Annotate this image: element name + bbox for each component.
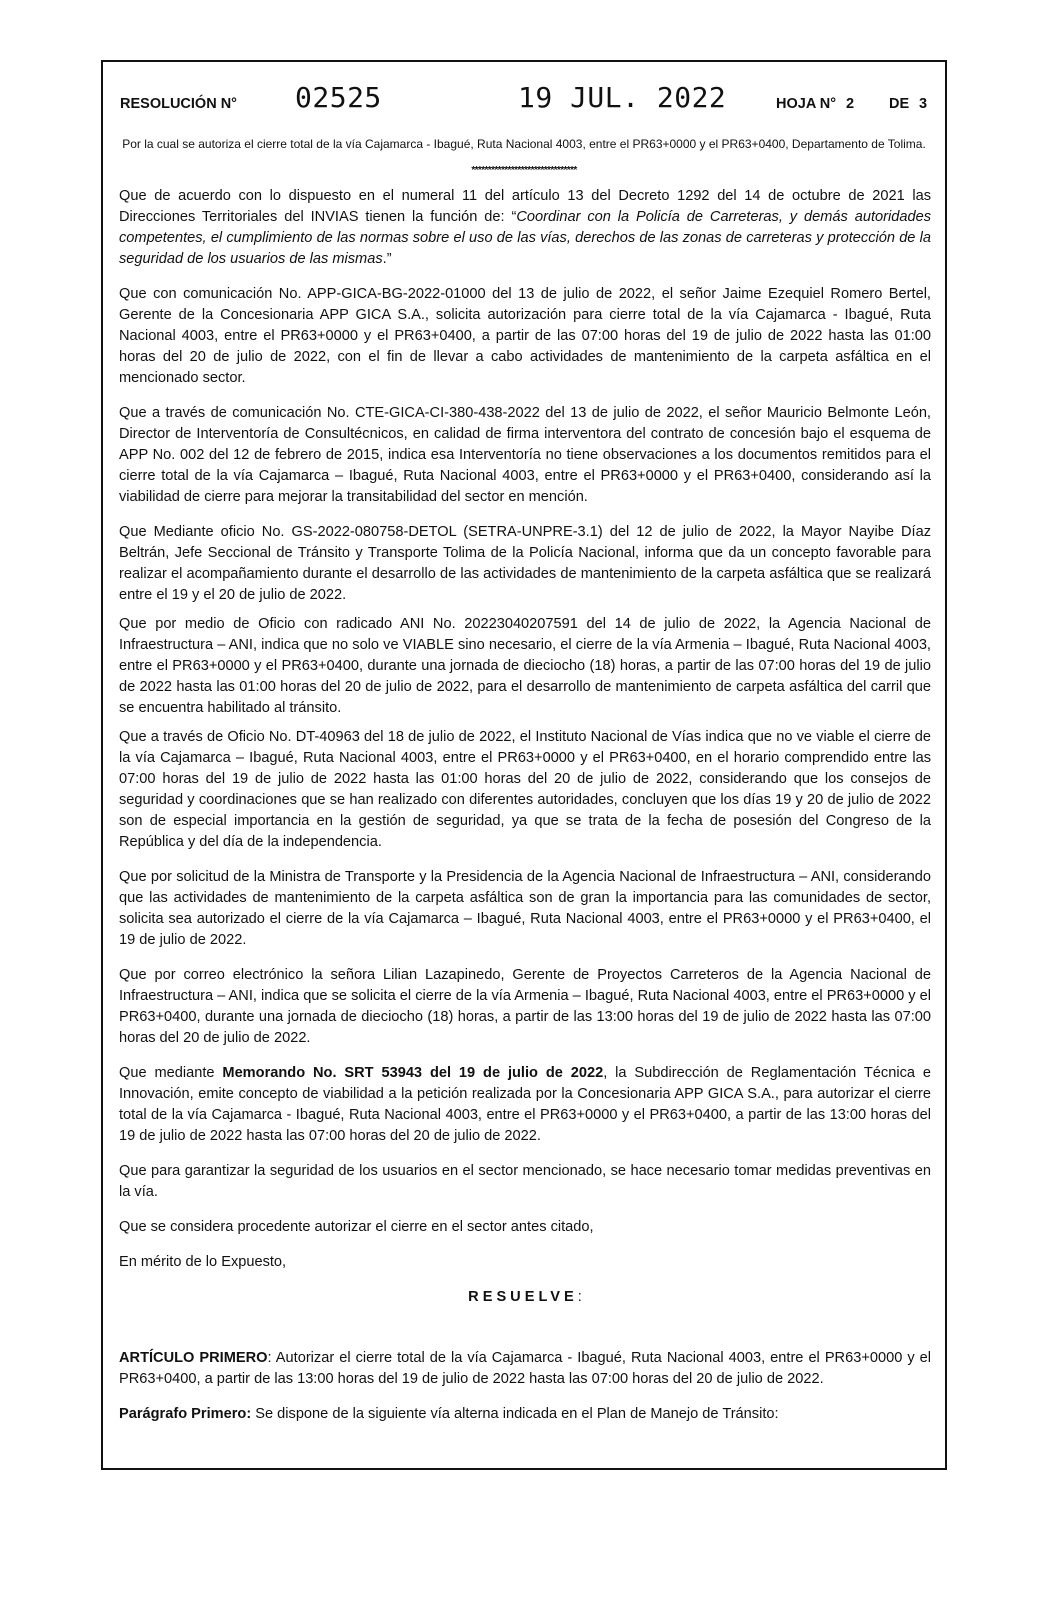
document-body [119,186,931,1439]
separator-line: ******************************** [471,165,577,176]
de-number: 3 [919,96,928,112]
resolution-subtitle: Por la cual se autoriza el cierre total de la vía Cajamarca - Ibagué, Ruta Nacional 4003, entre el PR63+0000 y el PR63+0400, Departamento de Tolima. [122,137,926,151]
paragraph-1-intro: Que de acuerdo con lo dispuesto en el numeral 11 del artículo 13 del Decreto 1292 del 14 de octubre de 2021 las Direcciones Territoriales del INVIAS tienen la función de: “ [119,188,931,225]
paragraph-6: Que a través de Oficio No. DT-40963 del 18 de julio de 2022, el Instituto Nacional de Vías indica que no ve viable el cierre de la vía Cajamarca – Ibagué, Ruta Nacional 4003, entre el PR63+0000 y el PR63+0400, en el horario comprendido entre las 07:00 horas del 19 de julio de 2022 hasta las 01:00 horas del 20 de julio de 2022, considerando que los consejos de seguridad y coordinaciones que se han realizado con diferentes autoridades, concluyen que los días 19 y 20 de julio de 2022 son de especial importancia en la gestión de seguridad, ya que se trata de la fecha de posesión del Congreso de la República y del día de la independencia. [119,729,931,850]
paragraph-9 [119,1063,931,1147]
resuelve-heading [119,1287,931,1308]
paragrafo-primero-label: Parágrafo Primero: [119,1406,252,1422]
resolucion-number: 02525 [295,81,382,114]
articulo-primero [119,1348,931,1390]
paragraph-11: Que se considera procedente autorizar el cierre en el sector antes citado, [119,1219,594,1235]
resolution-date: 19 JUL. 2022 [518,81,727,114]
paragraph-9-rest: , la Subdirección de Reglamentación Técnica e Innovación, emite concepto de viabilidad a la petición realizada por la Concesionaria APP GICA S.A., para autorizar el cierre total de la vía Cajamarca - Ibagué, Ruta Nacional 4003, entre el PR63+0000 y el PR63+0400, a partir de las 13:00 horas del 19 de julio de 2022 hasta las 07:00 horas del 20 de julio de 2022. [119,1065,932,1144]
paragraph-12: En mérito de lo Expuesto, [119,1254,287,1270]
paragraph-5: Que por medio de Oficio con radicado ANI No. 20223040207591 del 14 de julio de 2022, la Agencia Nacional de Infraestructura – ANI, indica que no solo ve VIABLE sino necesario, el cierre de la vía Armenia – Ibagué, Ruta Nacional 4003, entre el PR63+0000 y el PR63+0400, durante una jornada de dieciocho (18) horas, a partir de las 07:00 horas del 19 de julio de 2022 hasta las 01:00 horas del 20 de julio de 2022, para el desarrollo de mantenimiento de carpeta asfáltica del carril que se encuentra habilitado al tránsito. [119,616,931,716]
paragraph-10: Que para garantizar la seguridad de los usuarios en el sector mencionado, se hace necesario tomar medidas preventivas en la vía. [119,1163,931,1200]
paragraph-1-quote: Coordinar con la Policía de Carreteras, y demás autoridades competentes, el cumplimiento de las normas sobre el uso de las vías, derechos de las zonas de carreteras y protección de la seguridad de los usuarios de las mismas [119,209,931,267]
paragraph-9-intro: Que mediante [119,1065,223,1081]
hoja-label: HOJA N° [776,96,837,112]
resolution-header [120,81,928,121]
paragraph-4: Que Mediante oficio No. GS-2022-080758-DETOL (SETRA-UNPRE-3.1) del 12 de julio de 2022, la Mayor Nayibe Díaz Beltrán, Jefe Seccional de Tránsito y Transporte Tolima de la Policía Nacional, informa que da un concepto favorable para realizar el acompañamiento durante el desarrollo de las actividades de mantenimiento de la carpeta asfáltica que se realizará entre el 19 y el 20 de julio de 2022. [119,524,931,603]
hoja-number: 2 [846,96,855,112]
paragraph-8: Que por correo electrónico la señora Lilian Lazapinedo, Gerente de Proyectos Carreteros de la Agencia Nacional de Infraestructura – ANI, indica que se solicita el cierre de la vía Armenia – Ibagué, Ruta Nacional 4003, entre el PR63+0000 y el PR63+0400, durante una jornada de dieciocho (18) horas, a partir de las 13:00 horas del 19 de julio de 2022 hasta las 07:00 horas del 20 de julio de 2022. [119,967,931,1046]
articulo-primero-text: : Autorizar el cierre total de la vía Cajamarca - Ibagué, Ruta Nacional 4003, entre el PR63+0000 y el PR63+0400, a partir de las 13:00 horas del 19 de julio de 2022 hasta las 07:00 horas del 20 de julio de 2022. [119,1350,932,1387]
paragraph-1 [119,186,931,270]
paragrafo-primero-text: Se dispone de la siguiente vía alterna indicada en el Plan de Manejo de Tránsito: [251,1406,779,1422]
articulo-primero-label: ARTÍCULO PRIMERO [119,1350,268,1366]
paragrafo-primero [119,1404,931,1425]
resuelve-label: RESUELVE [468,1289,578,1305]
paragraph-3: Que a través de comunicación No. CTE-GICA-CI-380-438-2022 del 13 de julio de 2022, el señor Mauricio Belmonte León, Director de Interventoría de Consultécnicos, en calidad de firma interventora del contrato de concesión bajo el esquema de APP No. 002 del 12 de febrero de 2015, indica esa Interventoría no tiene observaciones a los documentos remitidos para el cierre total de la vía Cajamarca – Ibagué, Ruta Nacional 4003, entre el PR63+0000 y el PR63+0400, considerando así la viabilidad de cierre para mejorar la transitabilidad del sector en mención. [119,405,931,505]
paragraph-7: Que por solicitud de la Ministra de Transporte y la Presidencia de la Agencia Nacional de Infraestructura – ANI, considerando que las actividades de mantenimiento de la carpeta asfáltica son de gran la importancia para las comunidades de sector, solicita sea autorizado el cierre de la vía Cajamarca – Ibagué, Ruta Nacional 4003, entre el PR63+0000 y el PR63+0400, el 19 de julio de 2022. [119,869,931,948]
paragraph-2: Que con comunicación No. APP-GICA-BG-2022-01000 del 13 de julio de 2022, el señor Jaime Ezequiel Romero Bertel, Gerente de la Concesionaria APP GICA S.A., solicita autorización para cierre total de la vía Cajamarca - Ibagué, Ruta Nacional 4003, entre el PR63+0000 y el PR63+0400, a partir de las 07:00 horas del 19 de julio de 2022 hasta las 01:00 horas del 20 de julio de 2022, con el fin de llevar a cabo actividades de mantenimiento de la carpeta asfáltica en el mencionado sector. [119,286,931,386]
paragraph-1-end: .” [382,251,392,267]
memorando-reference: Memorando No. SRT 53943 del 19 de julio de 2022 [222,1065,604,1081]
de-label: DE [889,96,910,112]
resolucion-label: RESOLUCIÓN N° [120,96,237,112]
resuelve-colon: : [577,1289,582,1305]
